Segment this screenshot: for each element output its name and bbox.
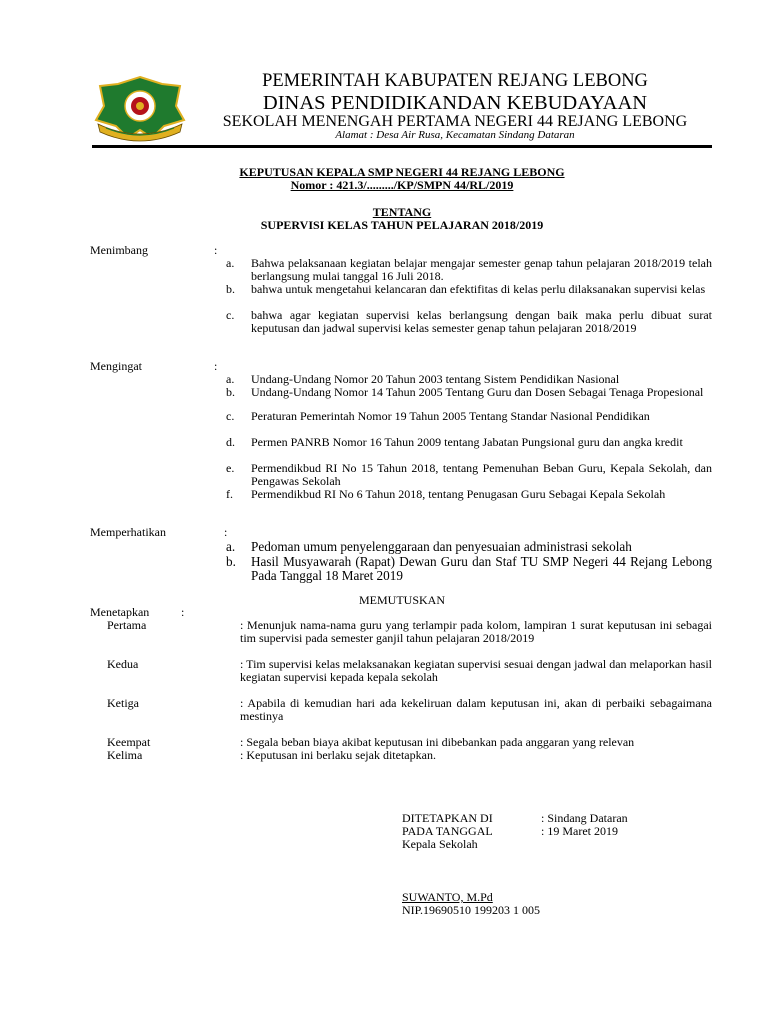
- section-colon: :: [214, 359, 218, 373]
- section-colon: :: [224, 525, 228, 539]
- signatory-name: SUWANTO, M.Pd: [402, 890, 493, 904]
- signature-place-label: DITETAPKAN DI: [402, 811, 493, 825]
- section-label-mengingat: Mengingat: [90, 359, 142, 373]
- section-colon: :: [181, 605, 185, 619]
- decision-text: : Segala beban biaya akibat keputusan ini dibebankan pada anggaran yang relevan: [240, 735, 635, 749]
- decree-number: Nomor : 421.3/........./KP/SMPN 44/RL/2019: [290, 178, 514, 192]
- section-label-menetapkan: Menetapkan: [90, 605, 150, 619]
- section-label-menimbang: Menimbang: [90, 243, 148, 257]
- letterhead-department: DINAS PENDIDIKANDAN KEBUDAYAAN: [262, 92, 648, 114]
- letterhead-divider: [92, 145, 712, 148]
- letterhead-government: PEMERINTAH KABUPATEN REJANG LEBONG: [262, 71, 648, 91]
- signature-place-value: : Sindang Dataran: [541, 811, 628, 825]
- list-item: a. Undang-Undang Nomor 20 Tahun 2003 tentang Sistem Pendidikan Nasional: [226, 372, 620, 386]
- letterhead-address: Alamat : Desa Air Rusa, Kecamatan Sindang Dataran: [335, 129, 575, 141]
- section-label-memperhatikan: Memperhatikan: [90, 525, 166, 539]
- list-item: b. bahwa untuk mengetahui kelancaran dan efektifitas di kelas perlu dilaksanakan supervisi kelas: [226, 282, 706, 296]
- list-item: b. Hasil Musyawarah (Rapat) Dewan Guru dan Staf TU SMP Negeri 44 Rejang Lebong Pada Tanggal 18 Maret 2019: [226, 554, 712, 583]
- decision-label: Ketiga: [107, 696, 139, 710]
- list-item: b. Undang-Undang Nomor 14 Tahun 2005 Tentang Guru dan Dosen Sebagai Tenaga Propesional: [226, 385, 704, 399]
- decision-label: Keempat: [107, 735, 151, 749]
- school-emblem-logo: [92, 74, 188, 144]
- letterhead-school: SEKOLAH MENENGAH PERTAMA NEGERI 44 REJANG LEBONG: [222, 113, 688, 130]
- list-item: a. Bahwa pelaksanaan kegiatan belajar mengajar semester genap tahun pelajaran 2018/2019 telah berlangsung mulai tanggal 16 Juli 2018.: [226, 256, 712, 283]
- section-colon: :: [214, 243, 218, 257]
- signatory-nip: NIP.19690510 199203 1 005: [402, 903, 541, 917]
- decision-label: Pertama: [107, 618, 147, 632]
- decision-label: Kelima: [107, 748, 143, 762]
- decision-text: : Apabila di kemudian hari ada kekeliruan dalam keputusan ini, akan di perbaiki sebagaimana mestinya: [240, 696, 712, 723]
- decide-heading: MEMUTUSKAN: [358, 593, 445, 607]
- decision-text: : Tim supervisi kelas melaksanakan kegiatan supervisi sesuai dengan jadwal dan melaporkan hasil kegiatan supervisi kepada kepala sekolah: [240, 657, 712, 684]
- list-item: c. bahwa agar kegiatan supervisi kelas berlangsung dengan baik maka perlu dibuat surat keputusan dan jadwal supervisi kelas semester genap tahun pelajaran 2018/2019: [226, 308, 712, 335]
- signature-date-label: PADA TANGGAL: [402, 824, 493, 838]
- decree-subject: SUPERVISI KELAS TAHUN PELAJARAN 2018/2019: [260, 218, 544, 232]
- list-item: c. Peraturan Pemerintah Nomor 19 Tahun 2005 Tentang Standar Nasional Pendidikan: [226, 409, 650, 423]
- decision-text: : Keputusan ini berlaku sejak ditetapkan.: [240, 748, 436, 762]
- decision-text: : Menunjuk nama-nama guru yang terlampir pada kolom, lampiran 1 surat keputusan ini sebagai tim supervisi pada semester ganjil tahun pelajaran 2018/2019: [240, 618, 712, 645]
- list-item: d. Permen PANRB Nomor 16 Tahun 2009 tentang Jabatan Pungsional guru dan angka kredit: [226, 435, 683, 449]
- signature-date-value: : 19 Maret 2019: [541, 824, 618, 838]
- signature-position: Kepala Sekolah: [402, 837, 478, 851]
- list-item: a. Pedoman umum penyelenggaraan dan penyesuaian administrasi sekolah: [226, 539, 632, 554]
- decision-label: Kedua: [107, 657, 139, 671]
- list-item: f. Permendikbud RI No 6 Tahun 2018, tentang Penugasan Guru Sebagai Kepala Sekolah: [226, 487, 666, 501]
- about-heading: TENTANG: [372, 205, 432, 219]
- list-item: e. Permendikbud RI No 15 Tahun 2018, tentang Pemenuhan Beban Guru, Kepala Sekolah, dan Pengawas Sekolah: [226, 461, 712, 488]
- decree-title: KEPUTUSAN KEPALA SMP NEGERI 44 REJANG LEBONG: [239, 165, 565, 179]
